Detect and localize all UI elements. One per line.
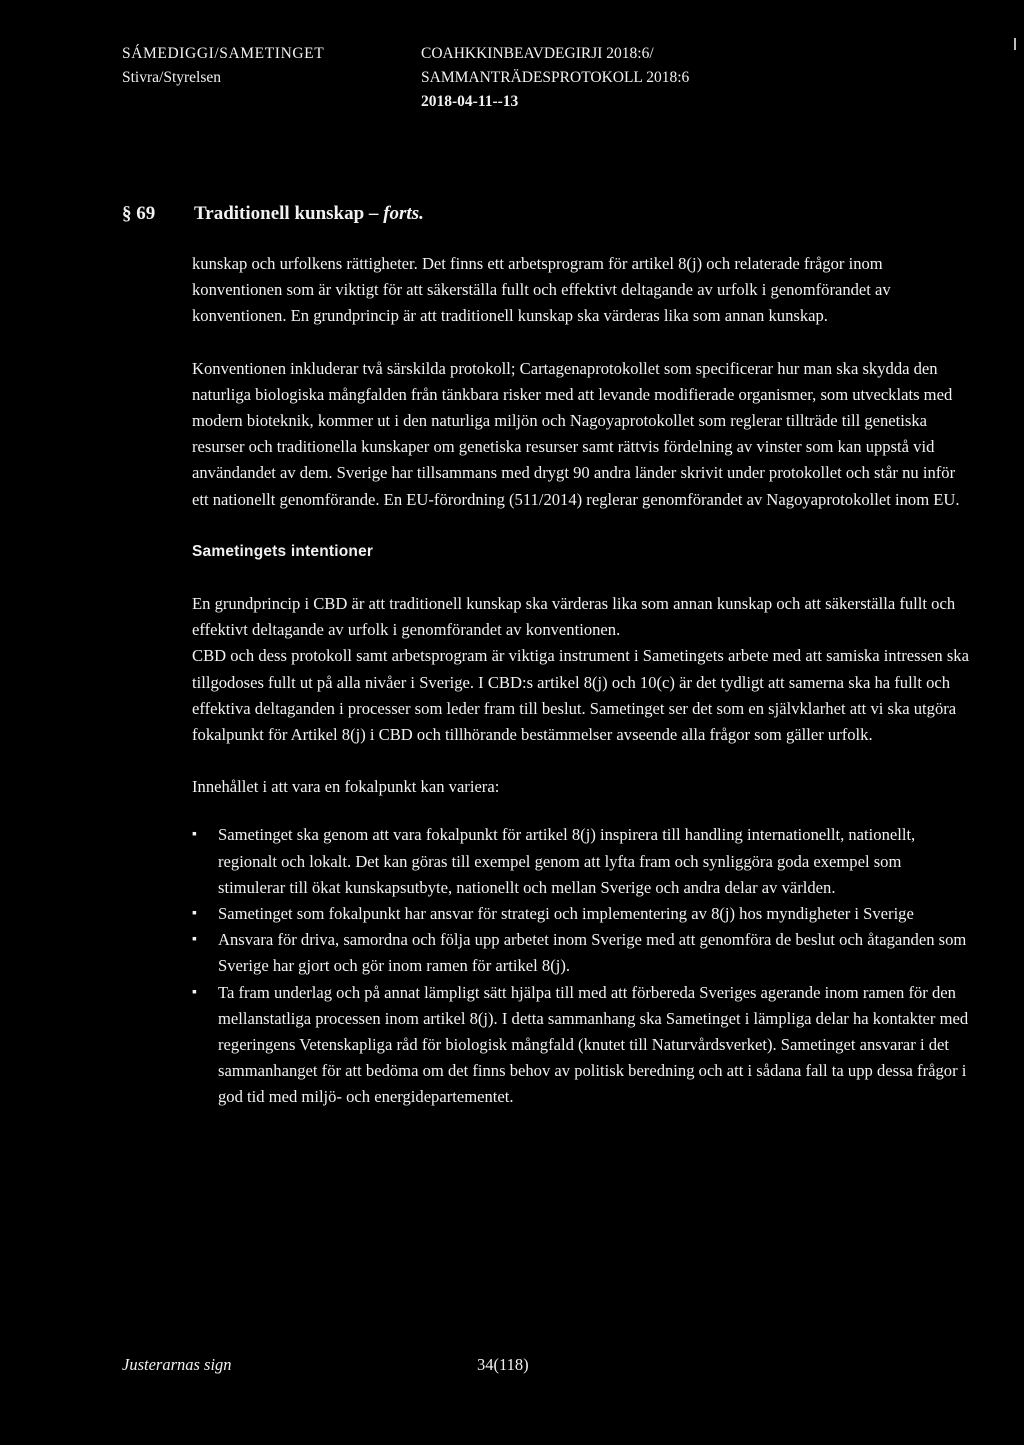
paragraph-continuation: kunskap och urfolkens rättigheter. Det finns ett arbetsprogram för artikel 8(j) och relaterade frågor inom konventionen som är viktigt för att säkerställa fullt och effektivt deltagande av urfolk i genomförandet av konventionen. En grundprincip är att traditionell kunskap ska värderas lika som annan kunskap. <box>192 254 891 326</box>
document-code: COAHKKINBEAVDEGIRJI 2018:6/ <box>421 45 654 62</box>
section-continued: forts. <box>383 203 424 224</box>
meeting-date: 2018-04-11--13 <box>421 93 519 110</box>
list-item-text: Ansvara för driva, samordna och följa upp arbetet inom Sverige med att genomföra de beslut och åtaganden som Sverige har gjort och gör inom ramen för artikel 8(j). <box>218 930 967 976</box>
focal-point-list <box>192 822 972 1110</box>
square-bullet-icon: ▪ <box>192 984 197 1000</box>
board-name: Stivra/Styrelsen <box>122 69 222 86</box>
paragraph-protocols: Konventionen inkluderar två särskilda protokoll; Cartagenaprotokollet som specificerar hur man ska skydda den naturliga biologiska mångfalden från tänkbara risker med att levande modifierade organismer, som utvecklats med modern bioteknik, kommer ut i den naturliga miljön och Nagoyaprotokollet som reglerar tillträde till genetiska resurser och traditionella kunskaper om genetiska resurser samt rättvis fördelning av vinster som kan uppstå vid användandet av dem. Sverige har tillsammans med drygt 90 andra länder skrivit under protokollet och står nu inför ett nationellt genomförande. En EU-förordning (511/2014) reglerar genomförandet av Nagoyaprotokollet inom EU. <box>192 358 960 509</box>
page-number: 34(118) <box>477 1355 529 1374</box>
paragraph-focal-point-intro: Innehållet i att vara en fokalpunkt kan variera: <box>192 777 500 797</box>
section-number: § 69 <box>122 203 156 224</box>
square-bullet-icon: ▪ <box>192 932 197 948</box>
paragraph-cbd-protocols: CBD och dess protokoll samt arbetsprogram är viktiga instrument i Sametingets arbete med att samiska intressen ska tillgodoses fullt ut på alla nivåer i Sverige. I CBD:s artikel 8(j) och 10(c) är det tydligt att samerna ska ha fullt och effektiva deltaganden i processer som leder fram till beslut. Sametinget ser det som en självklarhet att vi ska utgöra fokalpunkt för Artikel 8(j) i CBD och tillhörande bestämmelser avseende alla frågor som gäller urfolk. <box>192 646 969 745</box>
list-item <box>192 927 972 979</box>
signature-label: Justerarnas sign <box>122 1355 232 1374</box>
subheading-intentions: Sametingets intentioner <box>192 542 374 560</box>
list-item-text: Sametinget som fokalpunkt har ansvar för strategi och implementering av 8(j) hos myndigheter i Sverige <box>218 904 914 924</box>
document-title: SAMMANTRÄDESPROTOKOLL 2018:6 <box>421 69 690 86</box>
document-body <box>192 251 972 1111</box>
square-bullet-icon: ▪ <box>192 827 197 843</box>
paragraph-principle: En grundprincip i CBD är att traditionell kunskap ska värderas lika som annan kunskap och att säkerställa fullt och effektivt deltagande av urfolk i genomförandet av konventionen. <box>192 594 956 640</box>
section-title: Traditionell kunskap – <box>194 203 384 224</box>
header-left <box>122 42 422 90</box>
page-footer <box>122 1352 922 1378</box>
section-heading <box>122 200 922 228</box>
list-item-text: Ta fram underlag och på annat lämpligt sätt hjälpa till med att förbereda Sveriges agerande inom ramen för den mellanstatliga processen inom artikel 8(j). I detta sammanhang ska Sametinget i lämpliga delar ha kontakter med regeringens Vetenskapliga råd för biologisk mångfald (knutet till Naturvårdsverket). Sametinget ansvarar i det sammanhanget för att bedöma om det finns behov av politisk beredning och att i sådana fall ta upp dessa frågor i god tid med miljö- och energidepartementet. <box>218 982 969 1107</box>
list-item-text: Sametinget ska genom att vara fokalpunkt för artikel 8(j) inspirera till handling internationellt, nationellt, regionalt och lokalt. Det kan göras till exempel genom att lyfta fram och synliggöra goda exempel som stimulerar till ökat kunskapsutbyte, nationellt och mellan Sverige och andra delar av världen. <box>218 825 916 897</box>
document-header <box>0 42 1024 142</box>
header-right <box>421 42 921 114</box>
list-item <box>192 980 972 1111</box>
organization-name: SÁMEDIGGI/SAMETINGET <box>122 45 325 62</box>
list-item <box>192 822 972 901</box>
square-bullet-icon: ▪ <box>192 906 197 922</box>
list-item <box>192 901 972 927</box>
